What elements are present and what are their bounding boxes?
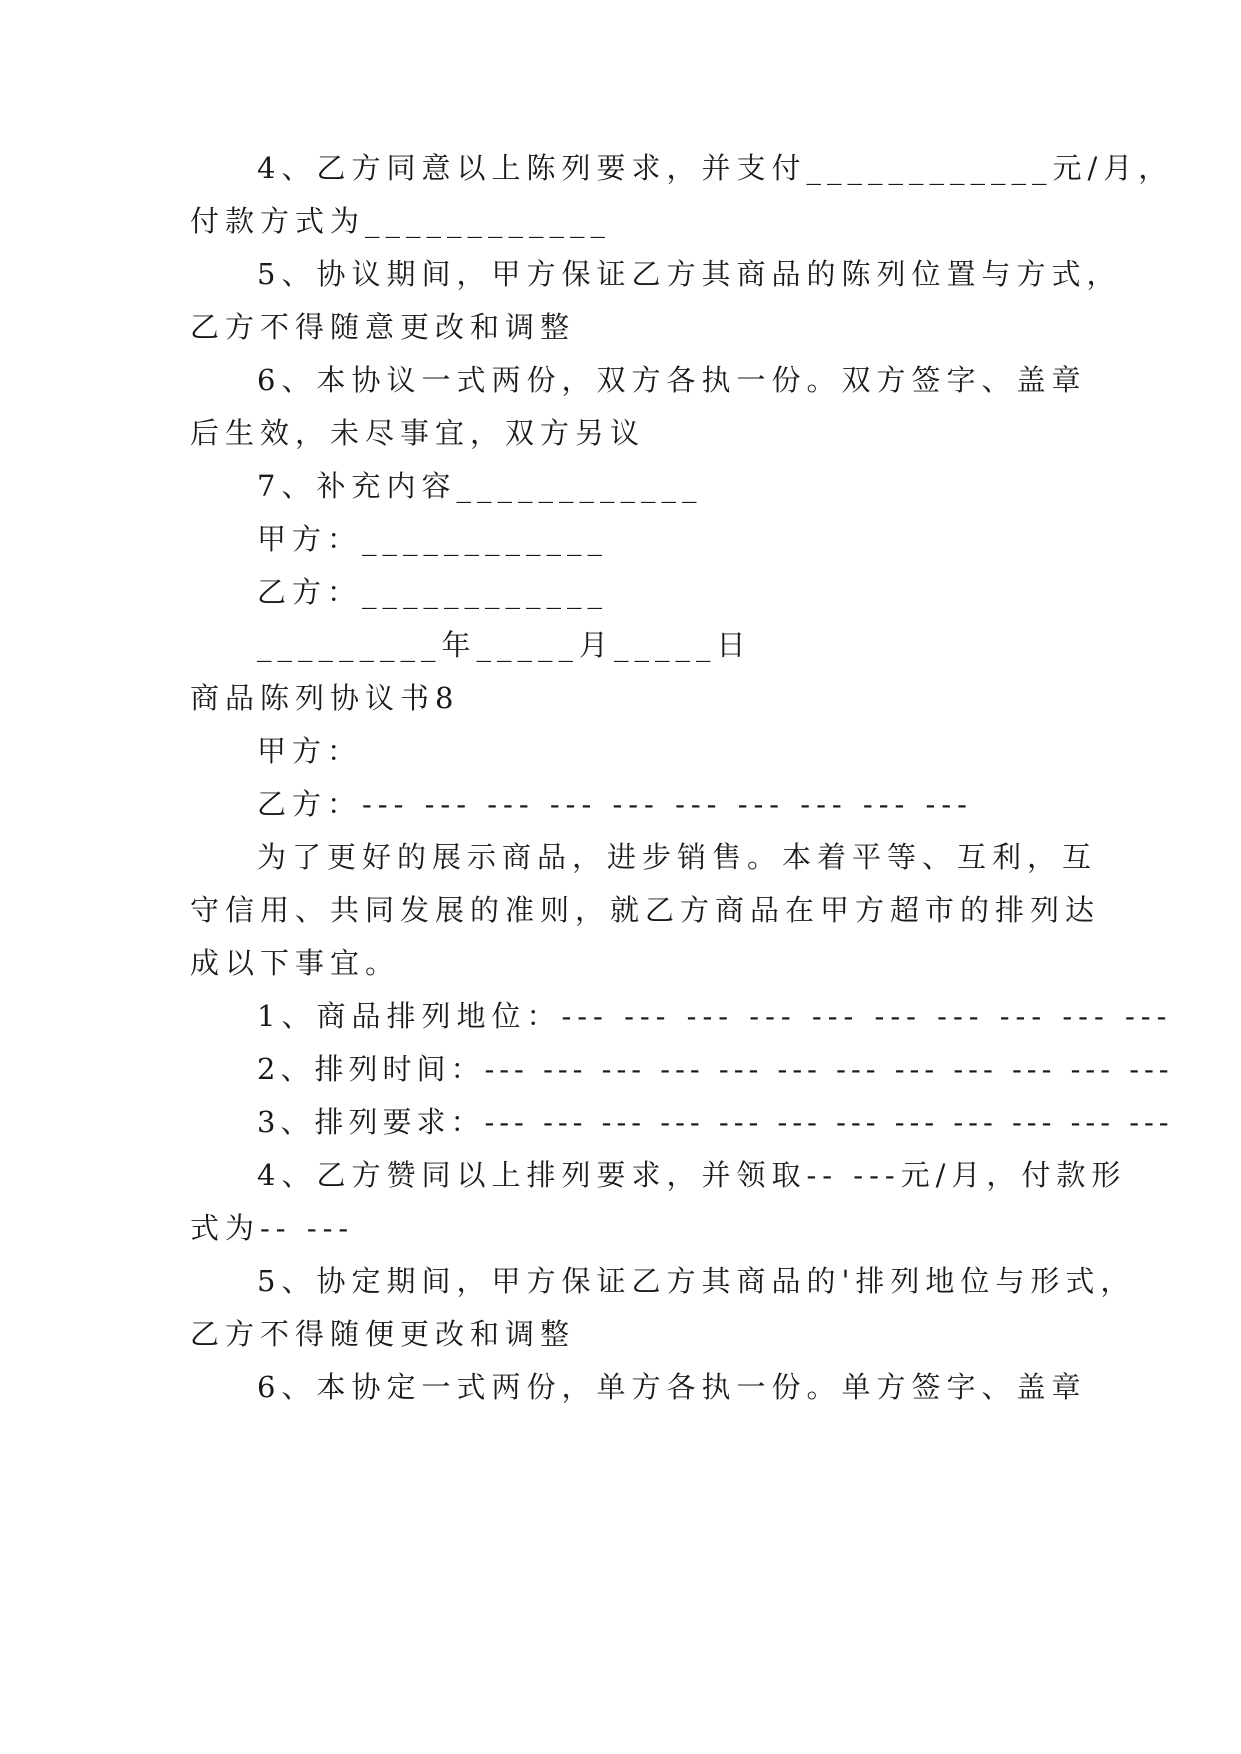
party-b-line: 乙方：--- --- --- --- --- --- --- --- --- --- — [257, 787, 973, 821]
section-title: 商品陈列协议书8 — [190, 681, 460, 715]
preamble-line-2: 守信用、共同发展的准则，就乙方商品在甲方超市的排列达 — [190, 893, 1101, 927]
term-2-line: 2、排列时间：--- --- --- --- --- --- --- --- --- --- --- --- — [257, 1052, 1174, 1086]
party-b-signature-line: 乙方：____________ — [257, 575, 609, 609]
clause-4-line-1: 4、乙方同意以上陈列要求，并支付____________元/月， — [257, 151, 1174, 185]
clause-7-line: 7、补充内容____________ — [257, 469, 703, 503]
clause-5-line-2: 乙方不得随意更改和调整 — [190, 310, 576, 344]
term-5-line-2: 乙方不得随便更改和调整 — [190, 1317, 576, 1351]
clause-6-line-1: 6、本协议一式两份，双方各执一份。双方签字、盖章 — [257, 363, 1087, 397]
party-a-signature-line: 甲方：____________ — [257, 522, 609, 556]
term-4-line-2: 式为-- --- — [190, 1211, 355, 1245]
clause-4-line-2: 付款方式为____________ — [190, 204, 612, 238]
term-6-line-1: 6、本协定一式两份，单方各执一份。单方签字、盖章 — [257, 1370, 1087, 1404]
party-a-line: 甲方： — [257, 734, 363, 768]
preamble-line-3: 成以下事宜。 — [190, 946, 401, 980]
term-3-line: 3、排列要求：--- --- --- --- --- --- --- --- --- --- --- --- — [257, 1105, 1174, 1139]
preamble-line-1: 为了更好的展示商品，进步销售。本着平等、互利，互 — [257, 840, 1098, 874]
term-5-line-1: 5、协定期间，甲方保证乙方其商品的'排列地位与形式， — [257, 1264, 1136, 1298]
clause-5-line-1: 5、协议期间，甲方保证乙方其商品的陈列位置与方式， — [257, 257, 1122, 291]
term-4-line-1: 4、乙方赞同以上排列要求，并领取-- ---元/月，付款形 — [257, 1158, 1127, 1192]
term-1-line: 1、商品排列地位：--- --- --- --- --- --- --- --- --- --- — [257, 999, 1173, 1033]
clause-6-line-2: 后生效，未尽事宜，双方另议 — [190, 416, 646, 450]
date-line: _________年_____月_____日 — [257, 628, 752, 662]
